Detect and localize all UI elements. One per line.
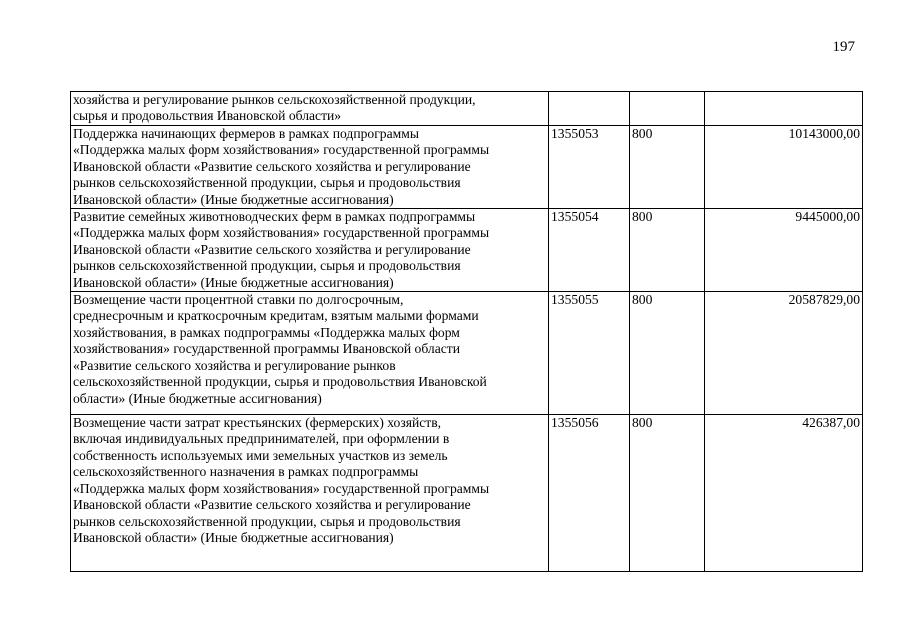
description-line: среднесрочным и краткосрочным кредитам, взятым малыми формами <box>73 308 479 324</box>
row-description <box>71 209 549 292</box>
row-code: 1355055 <box>549 292 630 415</box>
description-line: сырья и продовольствия Ивановской области» <box>73 108 342 124</box>
page-number: 197 <box>832 39 855 55</box>
row-amount: 20587829,00 <box>705 292 863 415</box>
row-code: 1355056 <box>549 415 630 572</box>
table-row <box>71 415 863 572</box>
description-line: Ивановской области» (Иные бюджетные ассигнования) <box>73 191 394 207</box>
budget-table <box>70 91 863 572</box>
description-line: Развитие семейных животноводческих ферм в рамках подпрограммы <box>73 209 476 225</box>
description-line: хозяйствования» государственной программы Ивановской области <box>73 341 460 357</box>
row-amount <box>705 92 863 126</box>
description-line: хозяйства и регулирование рынков сельскохозяйственной продукции, <box>73 92 476 107</box>
description-line: области» (Иные бюджетные ассигнования) <box>73 390 322 406</box>
row-description <box>71 92 549 126</box>
description-line: хозяйствования, в рамках подпрограммы «Поддержка малых форм <box>73 324 460 340</box>
row-amount: 426387,00 <box>705 415 863 572</box>
description-line: Ивановской области «Развитие сельского хозяйства и регулирование <box>73 158 471 174</box>
row-description <box>71 126 549 209</box>
table-row <box>71 92 863 126</box>
description-line: Ивановской области» (Иные бюджетные ассигнования) <box>73 274 394 290</box>
description-line: Возмещение части затрат крестьянских (фермерских) хозяйств, <box>73 415 442 431</box>
description-line: «Поддержка малых форм хозяйствования» государственной программы <box>73 480 490 496</box>
table-row <box>71 292 863 415</box>
row-expense-type <box>630 92 705 126</box>
description-line: сельскохозяйственной продукции, сырья и продовольствия Ивановской <box>73 374 487 390</box>
table-row <box>71 126 863 209</box>
description-line: «Развитие сельского хозяйства и регулирование рынков <box>73 357 396 373</box>
description-line: «Поддержка малых форм хозяйствования» государственной программы <box>73 142 490 158</box>
row-expense-type: 800 <box>630 209 705 292</box>
row-amount: 10143000,00 <box>705 126 863 209</box>
description-line: «Поддержка малых форм хозяйствования» государственной программы <box>73 225 490 241</box>
row-description <box>71 415 549 572</box>
row-expense-type: 800 <box>630 126 705 209</box>
description-line: Поддержка начинающих фермеров в рамках подпрограммы <box>73 126 419 141</box>
row-expense-type: 800 <box>630 292 705 415</box>
description-line: Ивановской области «Развитие сельского хозяйства и регулирование <box>73 241 471 257</box>
description-line: Возмещение части процентной ставки по долгосрочным, <box>73 292 404 308</box>
row-amount: 9445000,00 <box>705 209 863 292</box>
description-line: собственность используемых ими земельных участков из земель <box>73 447 448 463</box>
description-line: сельскохозяйственного назначения в рамках подпрограммы <box>73 464 419 480</box>
row-expense-type: 800 <box>630 415 705 572</box>
description-line: Ивановской области «Развитие сельского хозяйства и регулирование <box>73 497 471 513</box>
row-code: 1355053 <box>549 126 630 209</box>
description-line: Ивановской области» (Иные бюджетные ассигнования) <box>73 529 394 545</box>
row-code <box>549 92 630 126</box>
row-description <box>71 292 549 415</box>
row-code: 1355054 <box>549 209 630 292</box>
description-line: рынков сельскохозяйственной продукции, сырья и продовольствия <box>73 175 461 191</box>
description-line: рынков сельскохозяйственной продукции, сырья и продовольствия <box>73 513 461 529</box>
description-line: рынков сельскохозяйственной продукции, сырья и продовольствия <box>73 258 461 274</box>
table-row <box>71 209 863 292</box>
description-line: включая индивидуальных предпринимателей, при оформлении в <box>73 431 450 447</box>
